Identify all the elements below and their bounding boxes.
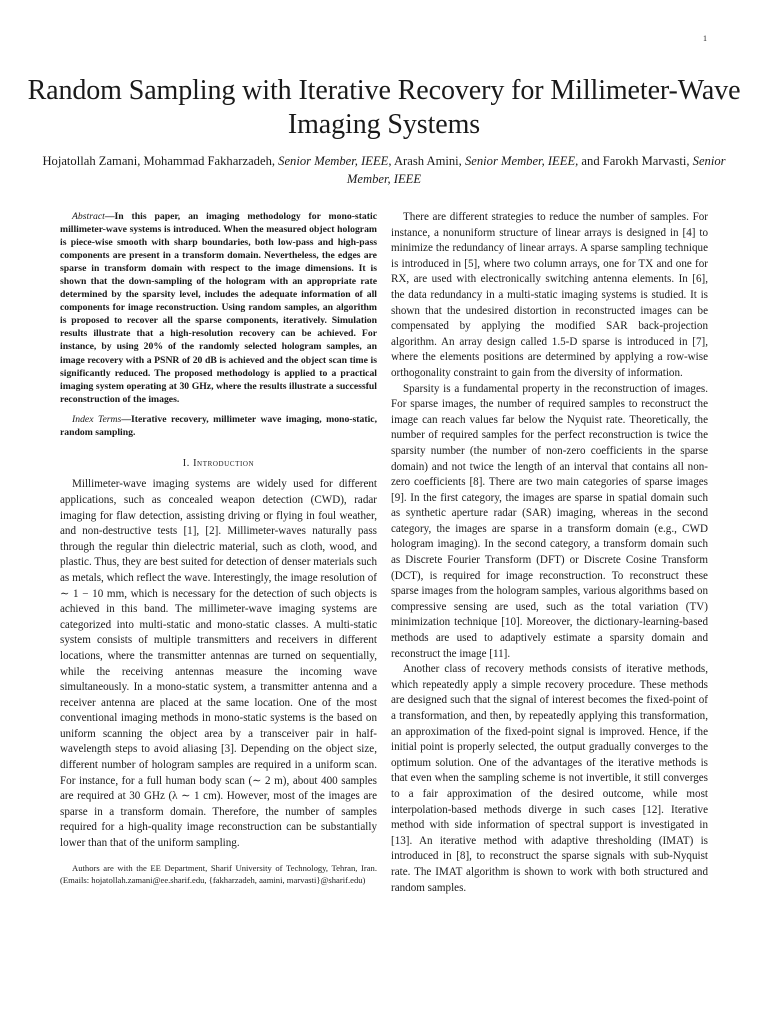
right-paragraph-2: Sparsity is a fundamental property in the reconstruction of images. For sparse images, the number of required samples to reconstruct the image can reach values far below the Nyquist rate. Theoretically, the number of required samples for the perfect reconstruction is twice the sparsity number (the number of non-zero coefficients in the sparse domain) and not twice the length of an interval that contains all non-zero coefficients [8]. There are two main categories of sparse images [9]. In the first category, the images are sparse in spatial domain such as synthetic aperture radar (SAR) imaging, whereas in the second category, the images are sparse in a transform domain (e.g., CWD hologram imaging). In the second category, a transform domain such as Discrete Fourier Transform (DFT) or Discrete Cosine Transform (DCT), is required for image reconstruction. To reconstruct these sparse images from the hologram samples, various algorithms based on compressive sensing are used, such as the total variation (TV) minimization technique [10]. Moreover, the dictionary-learning-based methods are used to adaptively estimate a sparsity domain and reconstruct the image [11].: [391, 382, 708, 660]
author-names-3: and Farokh Marvasti,: [578, 154, 693, 168]
author-names-1: Hojatollah Zamani, Mohammad Fakharzadeh,: [42, 154, 279, 168]
left-column: [60, 210, 377, 886]
author-role-3: Senior Member, IEEE: [346, 154, 726, 186]
right-paragraph-3: Another class of recovery methods consists of iterative methods, which repeatedly apply a simple recovery procedure. These methods are designed such that the signal of interest becomes the fixed-point of a transformation, and then, by repeatedly applying this transformation, an approximation of the fixed-point signal is improved. Hence, if the initial point is properly selected, the output gradually converges to the optimum solution. One of the advantages of the iterative methods is that even when the sampling scheme is not invertible, it still converges to a fair approximation of the desired outcome, while most interpolation-based methods diverge in such cases [12]. Iterative method with side information of spectral support is investigated in [13]. An iterative method with adaptive thresholding (IMAT) is introduced in [8], to reconstruct the sparse signals with sub-Nyquist rate. The IMAT algorithm is shown to work with both structured and random samples.: [391, 663, 708, 894]
abstract-text: —In this paper, an imaging methodology for mono-static millimeter-wave systems is introduced. When the measured object hologram is piece-wise smooth with sharp boundaries, both low-pass and high-pass components are present in a transform domain. Nevertheless, the edges are sparse in transform domain with respect to the image dimensions. It is shown that the down-sampling of the hologram with an appropriate rate determined by the sparsity level, includes the adequate information of all components for image reconstruction. Using random samples, an algorithm is proposed to recover all the sparse components, iteratively. Simulation results illustrate that a high-resolution recovery can be achieved. For instance, by using 20% of the randomly selected hologram samples, an image recovery with a PSNR of 20 dB is achieved and the object scan time is significantly reduced. The proposed methodology is applied to a practical imaging system operating at 30 GHz, where the results illustrate a successful reconstruction of the images.: [60, 211, 377, 405]
index-terms: [60, 413, 377, 439]
intro-paragraph-1: Millimeter-wave imaging systems are widely used for different applications, such as concealed weapon detection (CWD), radar imaging for flaw detection, assisting driving or flying in foul weather, and non-destructive tests [1], [2]. Millimeter-waves naturally pass through the regular thin dielectric material, such as cloth, wood, and plastic. Thus, they are best suited for detection of denser materials such as metals, which reflect the wave. Interestingly, the image resolution of ∼ 1 − 10 mm, which is necessary for the detection of such objects is achieved in this band. The millimeter-wave imaging systems are categorized into multi-static and mono-static classes. A multi-static system consists of multiple transmitters and receivers in different locations, where the transmitter antennas are turned on sequentially, while the receiving antennas measure the incoming wave simultaneously. In a mono-static system, a transmitter antenna and a receiver antenna are placed at the same location. One of the most conventional imaging methods in mono-static systems is the based on uniform scanning the object area by a transceiver pair in half-wavelength steps to avoid aliasing [3]. Depending on the object size, different number of hologram samples are required in a uniform scan. For instance, for a full human body scan (∼ 2 m), about 400 samples are required at 30 GHz (λ ∼ 1 cm). However, most of the images are sparse in a transform domain. Therefore, the number of samples required for a high-quality image reconstruction can be substantially lower than that of the uniform sampling.: [60, 478, 377, 850]
right-column: [391, 210, 708, 896]
right-paragraph-1: There are different strategies to reduce the number of samples. For instance, a nonuniform structure of linear arrays is designed in [4] to minimize the redundancy of linear arrays. A sparse sampling technique is introduced in [5], where two column arrays, one for TX and one for RX, are used with electronically switching antenna elements. In [6], the data redundancy in a multi-static imaging systems is studied. It is shown that the undesired distortion in reconstructed images can be compensated by applying the modified SAR back-projection algorithm. An array design called 1.5-D sparse is introduced in [7], where the elements positions are determined by applying a row-wise orthogonality constraint to gain from the diversity of information.: [391, 211, 708, 379]
author-names-2: , Arash Amini,: [388, 154, 465, 168]
abstract-label: Abstract: [72, 211, 105, 222]
paper-title: Random Sampling with Iterative Recovery for Millimeter-Wave Imaging Systems: [27, 75, 741, 140]
page-number: 1: [703, 34, 707, 43]
author-footnote: Authors are with the EE Department, Sharif University of Technology, Tehran, Iran.(Emails: hojatollah.zamani@ee.sharif.edu, {fakharzadeh, aamini, marvasti}@sharif.edu): [60, 862, 377, 885]
section-heading-introduction: I. Introduction: [182, 457, 255, 469]
index-terms-label: Index Terms: [72, 413, 122, 425]
author-role-1: Senior Member, IEEE: [278, 154, 389, 168]
abstract: [60, 210, 377, 406]
author-role-2: Senior Member, IEEE,: [464, 154, 579, 168]
index-terms-text: —Iterative recovery, millimeter wave imaging, mono-static, random sampling.: [60, 413, 377, 438]
author-list: [40, 152, 728, 188]
